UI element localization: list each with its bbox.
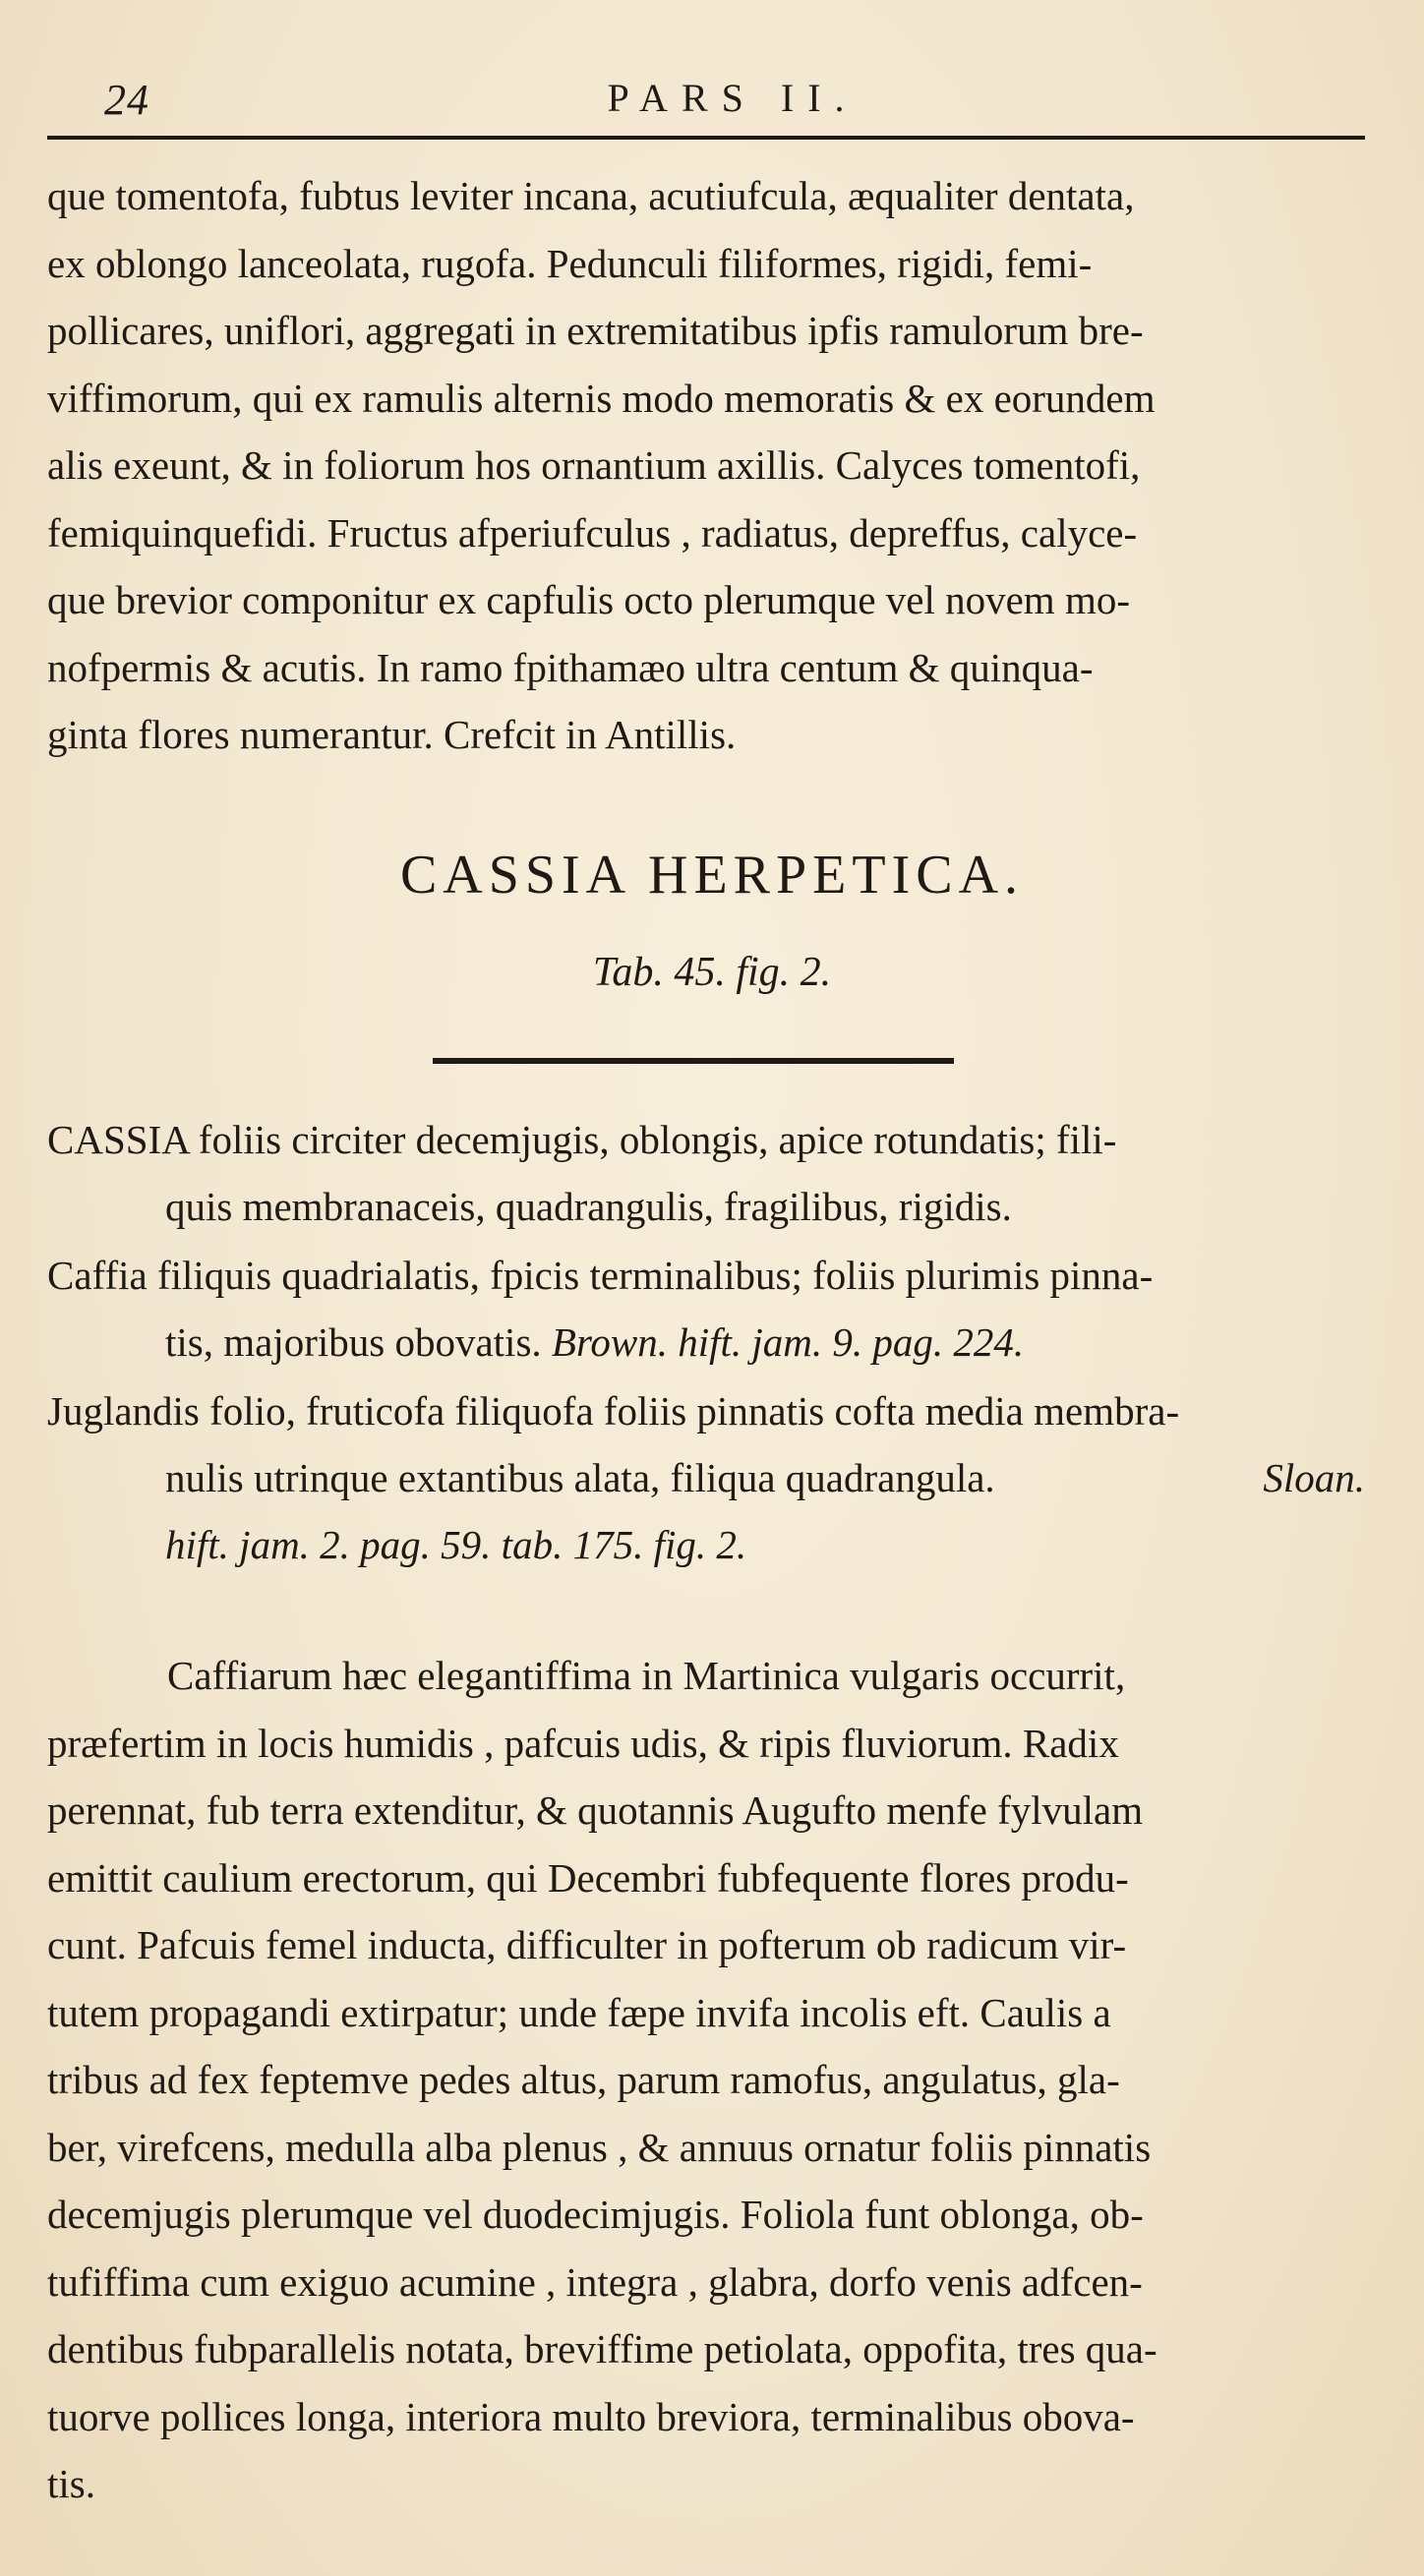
text-line: que brevior componitur ex capfulis octo plerumque vel novem mo- [47,577,1130,622]
text-line: decemjugis plerumque vel duodecimjugis. Foliola funt oblonga, ob- [47,2192,1144,2237]
description-paragraph [47,1642,1365,2518]
text-line: tutem propagandi extirpatur; unde fæpe invifa incolis eft. Caulis a [47,1989,1111,2035]
text-line: perennat, fub terra extenditur, & quotannis Augufto menfe fylvulam [47,1787,1144,1833]
synonym-entry [47,1106,1365,1240]
synonym-first-line: Juglandis folio, fruticofa filiquofa foliis pinnatis cofta media membra- [47,1388,1180,1434]
synonym-continuation [47,1444,1365,1511]
text-line: præfertim in locis humidis , pafcuis udis, & ripis fluviorum. Radix [47,1720,1119,1766]
citation-line: hift. jam. 2. pag. 59. tab. 175. fig. 2. [165,1522,747,1567]
catchword: tis. [47,2461,95,2506]
text-line: tuorve pollices longa, interiora multo breviora, terminalibus obova- [47,2393,1135,2439]
synonym-continuation [47,1309,1365,1376]
synonym-first-line: Caffia filiquis quadrialatis, fpicis terminalibus; foliis plurimis pinna- [47,1253,1154,1298]
page-number: 24 [104,76,149,124]
synonym-text: nulis utrinque extantibus alata, filiqua quadrangula. [165,1455,995,1500]
text-line: ex oblongo lanceolata, rugofa. Pedunculi filiformes, rigidi, femi- [47,240,1093,286]
text-line: pollicares, uniflori, aggregati in extremitatibus ipfis ramulorum bre- [47,308,1144,353]
text-line: cunt. Pafcuis femel inducta, difficulter in pofterum ob radicum vir- [47,1922,1127,1967]
synonym-first-line: CASSIA foliis circiter decemjugis, oblongis, apice rotundatis; fili- [47,1117,1117,1162]
synonym-entry [47,1242,1365,1376]
text-line: dentibus fubparallelis notata, breviffime petiolata, oppofita, tres qua- [47,2326,1157,2371]
plate-reference: Tab. 45. fig. 2. [592,950,832,995]
text-line: emittit caulium erectorum, qui Decembri fubfequente flores produ- [47,1854,1129,1901]
text-line: alis exeunt, & in foliorum hos ornantium axillis. Calyces tomentofi, [47,442,1141,488]
text-line: tufiffima cum exiguo acumine , integra , glabra, dorfo venis adfcen- [47,2258,1143,2305]
text-line: que tomentofa, fubtus leviter incana, acutiufcula, æqualiter dentata, [47,173,1135,218]
text-line: ginta flores numerantur. Crefcit in Antillis. [47,712,737,757]
text-line: nofpermis & acutis. In ramo fpithamæo ultra centum & quinqua- [47,644,1094,690]
title-rule [433,1058,954,1064]
text-line: ber, virefcens, medulla alba plenus , & annuus ornatur foliis pinnatis [47,2124,1152,2170]
synonym-entry [47,1377,1365,1578]
page-header [98,69,1367,128]
text-line: femiquinquefidi. Fructus afperiufculus , radiatus, depreffus, calyce- [47,509,1138,556]
running-head: PARS II. [607,76,859,120]
continuation-paragraph [47,162,1365,769]
section-title: CASSIA HERPETICA. [399,845,1025,906]
citation: Sloan. [1263,1455,1365,1500]
text-line: tribus ad fex feptemve pedes altus, parum ramofus, angulatus, gla- [47,2057,1120,2102]
text-line: viffimorum, qui ex ramulis alternis modo memoratis & ex eorundem [47,375,1156,421]
synonym-text: tis, majoribus obovatis. [165,1319,542,1365]
citation: Brown. hift. jam. 9. pag. 224. [551,1319,1025,1365]
text-line: Caffiarum hæc elegantiffima in Martinica vulgaris occurrit, [167,1653,1126,1698]
header-rule [47,136,1365,140]
synonym-continuation: quis membranaceis, quadrangulis, fragilibus, rigidis. [165,1184,1012,1229]
